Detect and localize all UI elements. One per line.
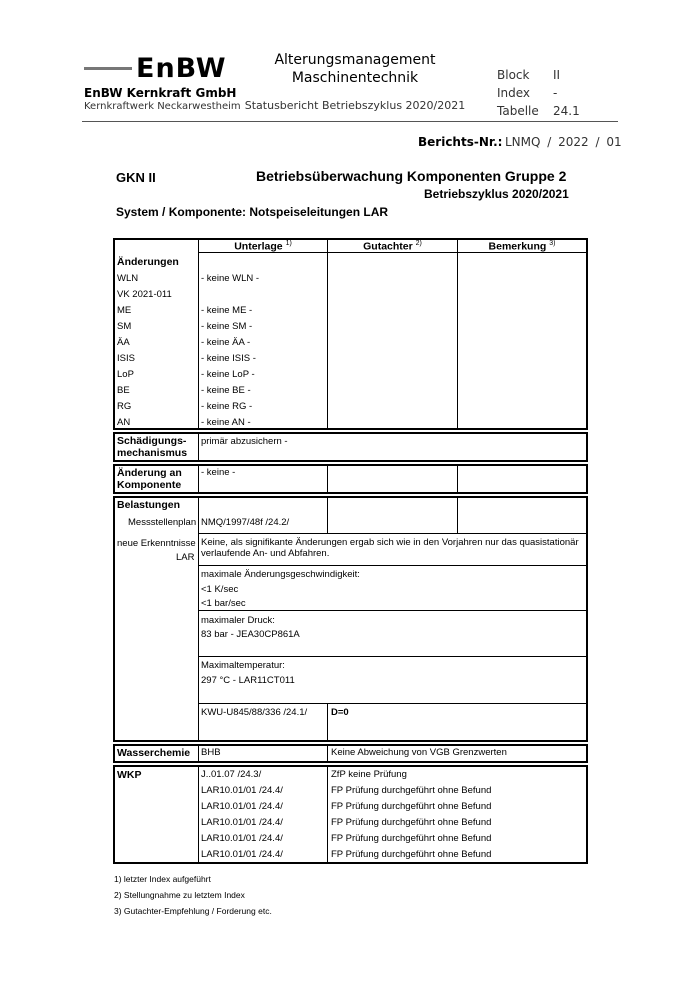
change-value: - keine ME - <box>201 305 253 316</box>
aenderungsgeschwindigkeit-value-2: <1 bar/sec <box>201 598 246 609</box>
druck-title: maximaler Druck: <box>201 615 275 626</box>
change-value: - keine SM - <box>201 321 253 332</box>
divider <box>198 565 586 566</box>
aenderung-komponente-value: - keine - <box>201 467 236 478</box>
aenderungen-box <box>113 238 588 430</box>
belastungen-label: Belastungen <box>117 499 181 511</box>
change-value: - keine RG - <box>201 401 253 412</box>
change-code: VK 2021-011 <box>117 289 172 300</box>
schaedigung-label: Schädigungs- mechanismus <box>117 435 188 459</box>
report-number-label: Berichts-Nr.: <box>418 135 503 149</box>
divider <box>198 466 199 492</box>
divider <box>457 498 458 534</box>
change-code: AN <box>117 417 131 428</box>
change-code: LoP <box>117 369 134 380</box>
footnote-1: 1) letzter Index aufgeführt <box>114 874 211 884</box>
wkp-result: FP Prüfung durchgeführt ohne Befund <box>331 801 492 812</box>
header-subtitle: Statusbericht Betriebszyklus 2020/2021 <box>244 99 466 112</box>
wkp-result: FP Prüfung durchgeführt ohne Befund <box>331 849 492 860</box>
change-code: SM <box>117 321 132 332</box>
block-label: Block <box>497 68 530 82</box>
report-number-value: LNMQ / 2022 / 01 <box>505 135 622 149</box>
change-value: - keine BE - <box>201 385 251 396</box>
wkp-label: WKP <box>117 769 142 781</box>
index-value: - <box>553 86 558 100</box>
divider <box>327 240 328 428</box>
wkp-reference: LAR10.01/01 /24.4/ <box>201 849 283 860</box>
wkp-reference: LAR10.01/01 /24.4/ <box>201 801 283 812</box>
company-name: EnBW Kernkraft GmbH <box>84 86 237 100</box>
change-code: RG <box>117 401 132 412</box>
divider <box>198 703 586 704</box>
divider <box>327 767 328 862</box>
change-code: ME <box>117 305 132 316</box>
druck-value: 83 bar - JEA30CP861A <box>201 629 300 640</box>
change-value: - keine AN - <box>201 417 251 428</box>
schaedigung-value: primär abzusichern - <box>201 436 288 447</box>
divider <box>198 610 586 611</box>
wkp-reference: LAR10.01/01 /24.4/ <box>201 833 283 844</box>
aenderungsgeschwindigkeit-title: maximale Änderungsgeschwindigkeit: <box>201 569 360 580</box>
col-header-gutachter: Gutachter $^{2)}$ <box>363 240 422 253</box>
divider <box>327 466 328 492</box>
document-title: Betriebsüberwachung Komponenten Gruppe 2 <box>256 168 567 184</box>
footnote-2: 2) Stellungnahme zu letztem Index <box>114 890 245 900</box>
wkp-result: ZfP keine Prüfung <box>331 769 407 780</box>
divider <box>198 767 199 862</box>
kwu-reference: KWU-U845/88/336 /24.1/ <box>201 707 308 718</box>
divider <box>198 434 199 460</box>
divider <box>327 746 328 761</box>
aenderung-komponente-label: Änderung an Komponente <box>117 467 182 491</box>
unit-title: GKN II <box>116 170 156 185</box>
change-value: - keine LoP - <box>201 369 255 380</box>
wkp-reference: J..01.07 /24.3/ <box>201 769 262 780</box>
neue-erkenntnisse-text-1: Keine, als signifikante Änderungen ergab sich wie in den Vorjahren nur das quasistationär <box>201 537 579 548</box>
wkp-reference: LAR10.01/01 /24.4/ <box>201 785 283 796</box>
company-logo: EnBW <box>136 53 227 84</box>
wkp-reference: LAR10.01/01 /24.4/ <box>201 817 283 828</box>
neue-erkenntnisse-text-2: verlaufende An- und Abfahren. <box>201 548 330 559</box>
messstellen-value: NMQ/1997/48f /24.2/ <box>201 517 290 528</box>
divider <box>198 240 199 428</box>
table-label: Tabelle <box>497 104 539 118</box>
change-code: ISIS <box>117 353 135 364</box>
wasserchemie-remark: Keine Abweichung von VGB Grenzwerten <box>331 747 507 758</box>
change-value: - keine WLN - <box>201 273 260 284</box>
wkp-result: FP Prüfung durchgeführt ohne Befund <box>331 785 492 796</box>
system-title: System / Komponente: Notspeiseleitungen LAR <box>116 205 389 219</box>
messstellen-label: Messstellenplan <box>128 517 197 528</box>
divider <box>198 656 586 657</box>
table-value: 24.1 <box>553 104 580 118</box>
neue-erkenntnisse-label: neue Erkenntnisse <box>117 538 196 549</box>
neue-erkenntnisse-sub: LAR <box>176 552 195 563</box>
wkp-result: FP Prüfung durchgeführt ohne Befund <box>331 817 492 828</box>
divider <box>198 746 199 761</box>
plant-name: Kernkraftwerk Neckarwestheim <box>84 101 241 112</box>
wasserchemie-label: Wasserchemie <box>117 747 191 759</box>
aenderung-komponente-box <box>113 464 588 494</box>
wkp-result: FP Prüfung durchgeführt ohne Befund <box>331 833 492 844</box>
change-value: - keine ISIS - <box>201 353 256 364</box>
divider <box>327 703 328 740</box>
change-value: - keine ÄA - <box>201 337 251 348</box>
col-header-unterlage: Unterlage $^{1)}$ <box>234 240 292 253</box>
change-code: ÄA <box>117 337 130 348</box>
divider <box>198 533 586 534</box>
footnote-3: 3) Gutachter-Empfehlung / Forderung etc. <box>114 906 272 916</box>
cycle-title: Betriebszyklus 2020/2021 <box>424 187 569 201</box>
divider <box>327 498 328 534</box>
change-code: BE <box>117 385 130 396</box>
header-rule <box>82 121 618 122</box>
d-value: D=0 <box>331 707 349 718</box>
divider <box>457 466 458 492</box>
aenderungsgeschwindigkeit-value-1: <1 K/sec <box>201 584 239 595</box>
header-title-line1: Alterungsmanagement <box>274 52 436 68</box>
header-title-line2: Maschinentechnik <box>291 70 419 86</box>
divider <box>457 240 458 428</box>
wasserchemie-value: BHB <box>201 747 221 758</box>
block-value: II <box>553 68 561 82</box>
temperatur-title: Maximaltemperatur: <box>201 660 285 671</box>
logo-line <box>84 67 132 70</box>
temperatur-value: 297 °C - LAR11CT011 <box>201 675 295 686</box>
col-header-bemerkung: Bemerkung $^{3)}$ <box>488 240 556 253</box>
aenderungen-label: Änderungen <box>117 256 179 268</box>
change-code: WLN <box>117 273 139 284</box>
index-label: Index <box>497 86 531 100</box>
